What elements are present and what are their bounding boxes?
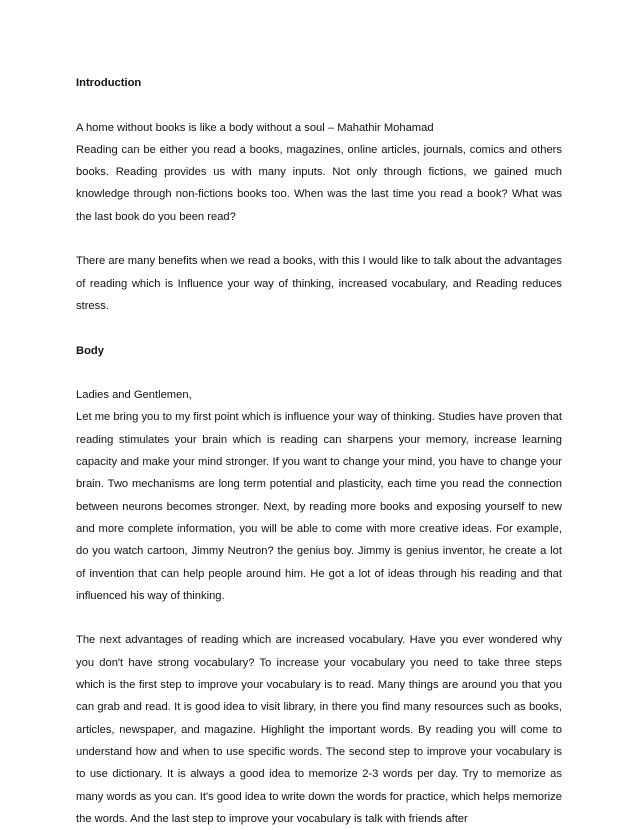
spacer (76, 362, 562, 384)
introduction-heading: Introduction (76, 77, 142, 89)
spacer (76, 94, 562, 116)
salutation: Ladies and Gentlemen, (76, 389, 192, 402)
spacer (76, 228, 562, 250)
body-paragraph-1: Let me bring you to my first point which is influence your way of thinking. Studies have proven that reading stimulates your brain which is reading can sharpens your memory, increase learning capacity and make your mind stronger. If you want to change your mind, you have to change your brain. Two mechanisms are long term potential and plasticity, each time you read the connection between neurons becomes stronger. Next, by reading more books and exposing yourself to new and more complete information, you will be able to come with more creative ideas. For example, do you watch cartoon, Jimmy Neutron? the genius boy. Jimmy is genius inventor, he create a lot of invention that can help people around him. He got a lot of ideas through his reading and that influenced his way of thinking. (76, 411, 562, 602)
spacer (76, 317, 562, 339)
opening-quote: A home without books is like a body without a soul – Mahathir Mohamad (76, 121, 434, 134)
intro-paragraph-1: Reading can be either you read a books, magazines, online articles, journals, comics and others books. Reading provides us with many inputs. Not only through fictions, we gained much knowledge through non-fictions books too. When was the last time you read a book? What was the last book do you been read? (76, 143, 562, 223)
body-heading: Body (76, 344, 104, 357)
body-paragraph-2: The next advantages of reading which are increased vocabulary. Have you ever wondered why you don't have strong vocabulary? To increase your vocabulary you need to take three steps which is the first step to improve your vocabulary is to read. Many things are around you that you can grab and read. It is good idea to visit library, in there you find many resources such as books, articles, newspaper, and magazine. Highlight the important words. By reading you will come to understand how and when to use specific words. The second step to improve your vocabulary is to use dictionary. It is always a good idea to memorize 2-3 words per day. Try to memorize as many words as you can. It's good idea to write down the words for practice, which helps memorize the words. And the last step to improve your vocabulary is talk with friends after (76, 634, 562, 825)
intro-paragraph-2: There are many benefits when we read a books, with this I would like to talk about the advantages of reading which is Influence your way of thinking, increased vocabulary, and Reading reduces stress. (76, 255, 562, 312)
document-page (76, 72, 562, 830)
spacer (76, 607, 562, 629)
